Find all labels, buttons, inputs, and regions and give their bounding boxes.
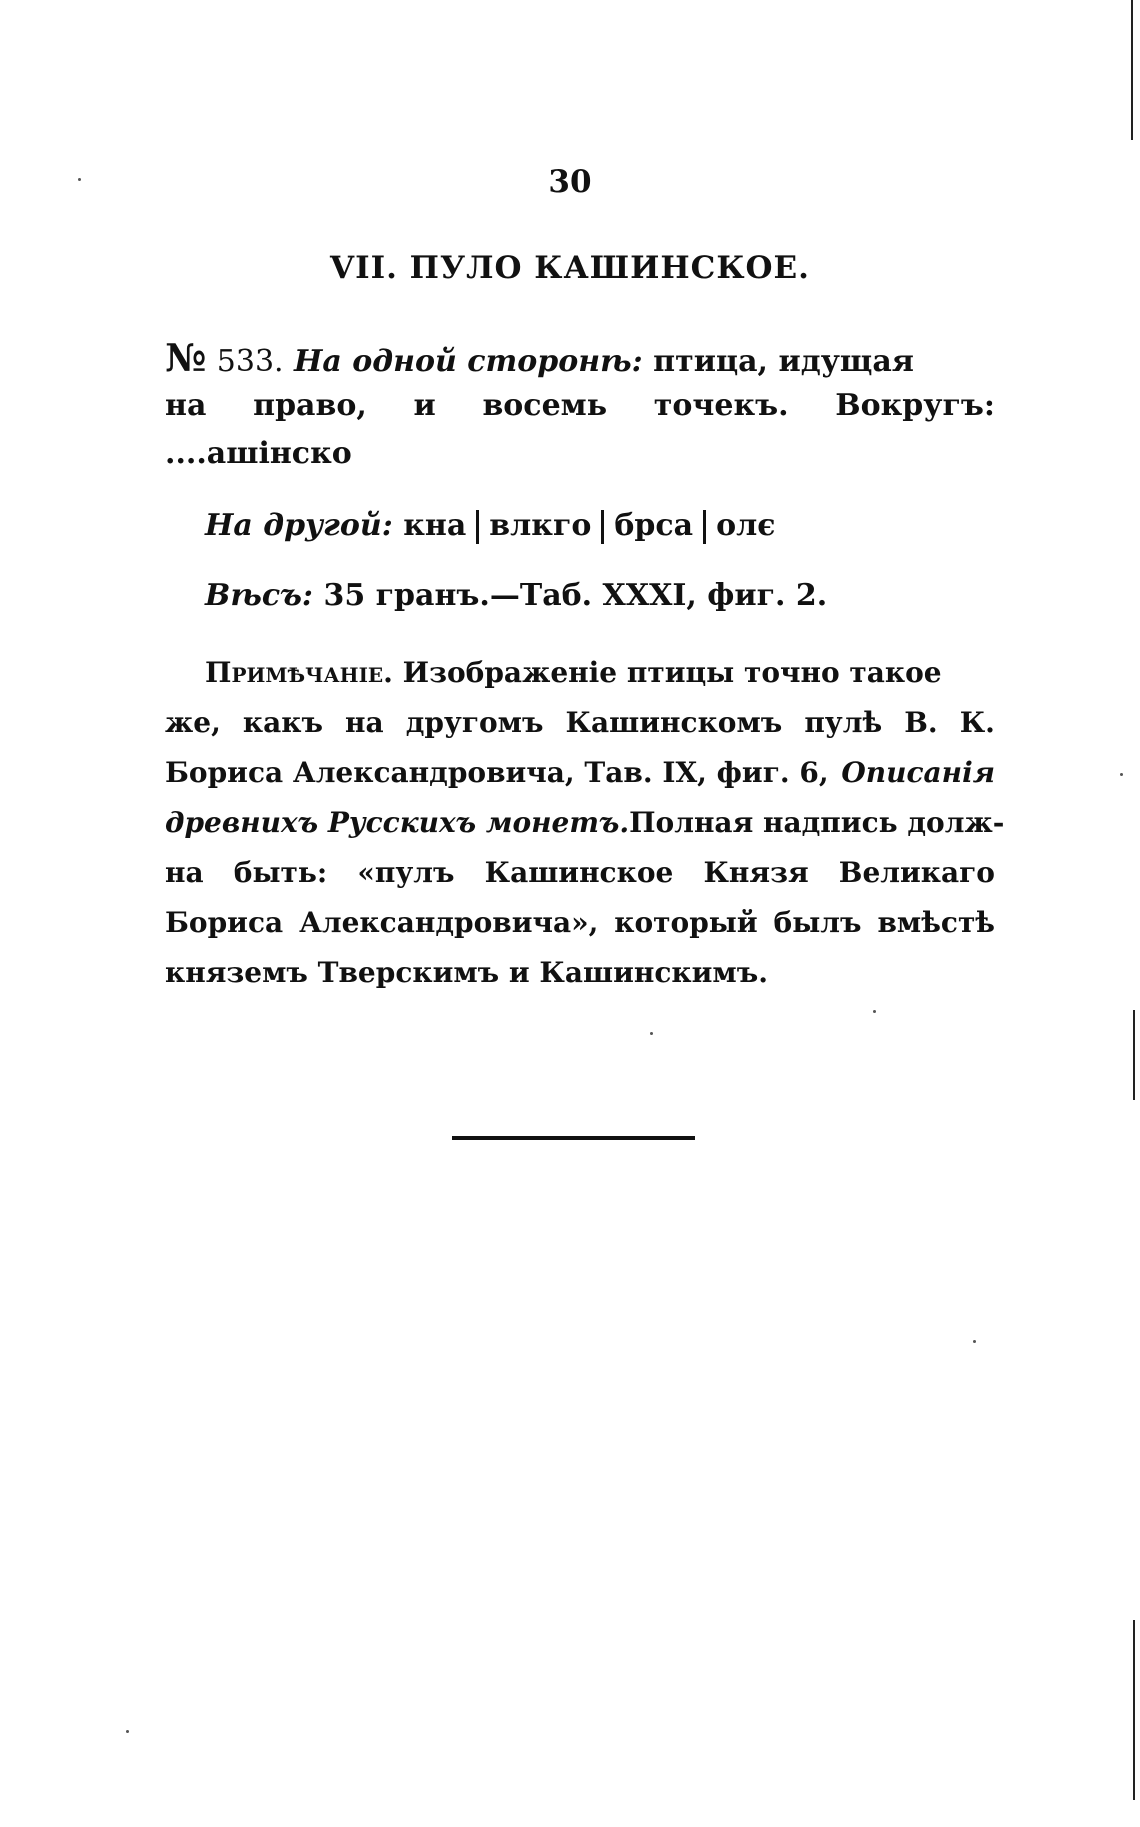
- entry-number: 533.: [216, 344, 284, 379]
- word: Александровича»,: [299, 906, 599, 939]
- inscription-segment: олє: [716, 508, 776, 543]
- scan-edge-mark: [1133, 1620, 1135, 1800]
- word: другомъ: [405, 706, 544, 739]
- number-sign: №: [165, 335, 207, 380]
- word: К.: [959, 706, 995, 739]
- word: восемь: [482, 388, 608, 423]
- obverse-inscription: [205, 502, 1035, 550]
- word: на: [165, 856, 204, 889]
- note-italic-text: древнихъ Русскихъ монетъ.: [165, 806, 630, 839]
- scan-speck: [650, 1032, 653, 1035]
- scan-speck: [873, 1010, 876, 1013]
- word: пулѣ: [804, 706, 883, 739]
- scan-edge-mark: [1133, 1010, 1135, 1100]
- scan-speck: [78, 178, 81, 181]
- note-line-5: [165, 848, 995, 898]
- note-text: Изображеніе птицы точно такое: [402, 656, 942, 689]
- entry-description: птица, идущая: [653, 344, 914, 379]
- word: же,: [165, 706, 221, 739]
- word: на: [165, 388, 207, 423]
- obverse-label: На другой:: [205, 508, 393, 543]
- coin-entry: [165, 334, 995, 478]
- inscription-segment: кна: [403, 508, 467, 543]
- word: Князя: [703, 856, 809, 889]
- divider-bar: [476, 510, 479, 544]
- entry-line-1: [165, 334, 995, 382]
- word: точекъ.: [653, 388, 789, 423]
- word: В.: [904, 706, 938, 739]
- word: Вокругъ:: [835, 388, 995, 423]
- divider-bar: [703, 510, 706, 544]
- word: который: [614, 906, 758, 939]
- page-number: 30: [548, 164, 592, 200]
- word: вмѣстѣ: [877, 906, 995, 939]
- scan-speck: [126, 1730, 129, 1733]
- section-title: VII. ПУЛО КАШИНСКОЕ.: [330, 250, 810, 286]
- note-italic-text: Описанія: [841, 756, 995, 789]
- inscription-segment: влкго: [489, 508, 592, 543]
- note-text: Бориса Александровича, Тав. IX, фиг. 6,: [165, 756, 829, 789]
- word: какъ: [242, 706, 323, 739]
- weight-label: Вѣсъ:: [205, 578, 314, 613]
- word: быть:: [233, 856, 328, 889]
- word: Кашинскомъ: [565, 706, 783, 739]
- inscription-segment: брса: [614, 508, 694, 543]
- note-line-7: княземъ Тверскимъ и Кашинскимъ.: [165, 956, 768, 989]
- note-text: Полная надпись долж-: [629, 806, 1005, 839]
- note-line-1: [165, 648, 995, 698]
- word: «пулъ: [357, 856, 455, 889]
- word: Бориса: [165, 906, 284, 939]
- note-heading: Примѣчаніе.: [205, 656, 393, 689]
- entry-line-3: ....ашінско: [165, 436, 352, 471]
- word: Кашинское: [484, 856, 674, 889]
- word: право,: [253, 388, 367, 423]
- note-line-3: [165, 748, 995, 798]
- side-one-label: На одной сторонѣ:: [294, 344, 643, 379]
- end-rule: [452, 1136, 695, 1140]
- weight-text: 35 гранъ.—Таб. XXXI, фиг. 2.: [323, 578, 828, 613]
- note-line-6: [165, 898, 995, 948]
- word: и: [413, 388, 436, 423]
- scan-edge-mark: [1131, 0, 1133, 140]
- note-paragraph: [165, 648, 1005, 998]
- scan-speck: [973, 1340, 976, 1343]
- divider-bar: [601, 510, 604, 544]
- scan-speck: [1120, 773, 1123, 776]
- word: Великаго: [838, 856, 995, 889]
- note-line-2: [165, 698, 995, 748]
- entry-line-2: [165, 382, 995, 430]
- word: былъ: [773, 906, 862, 939]
- word: на: [345, 706, 384, 739]
- weight-line: [205, 572, 1035, 620]
- note-line-4: [165, 798, 1005, 848]
